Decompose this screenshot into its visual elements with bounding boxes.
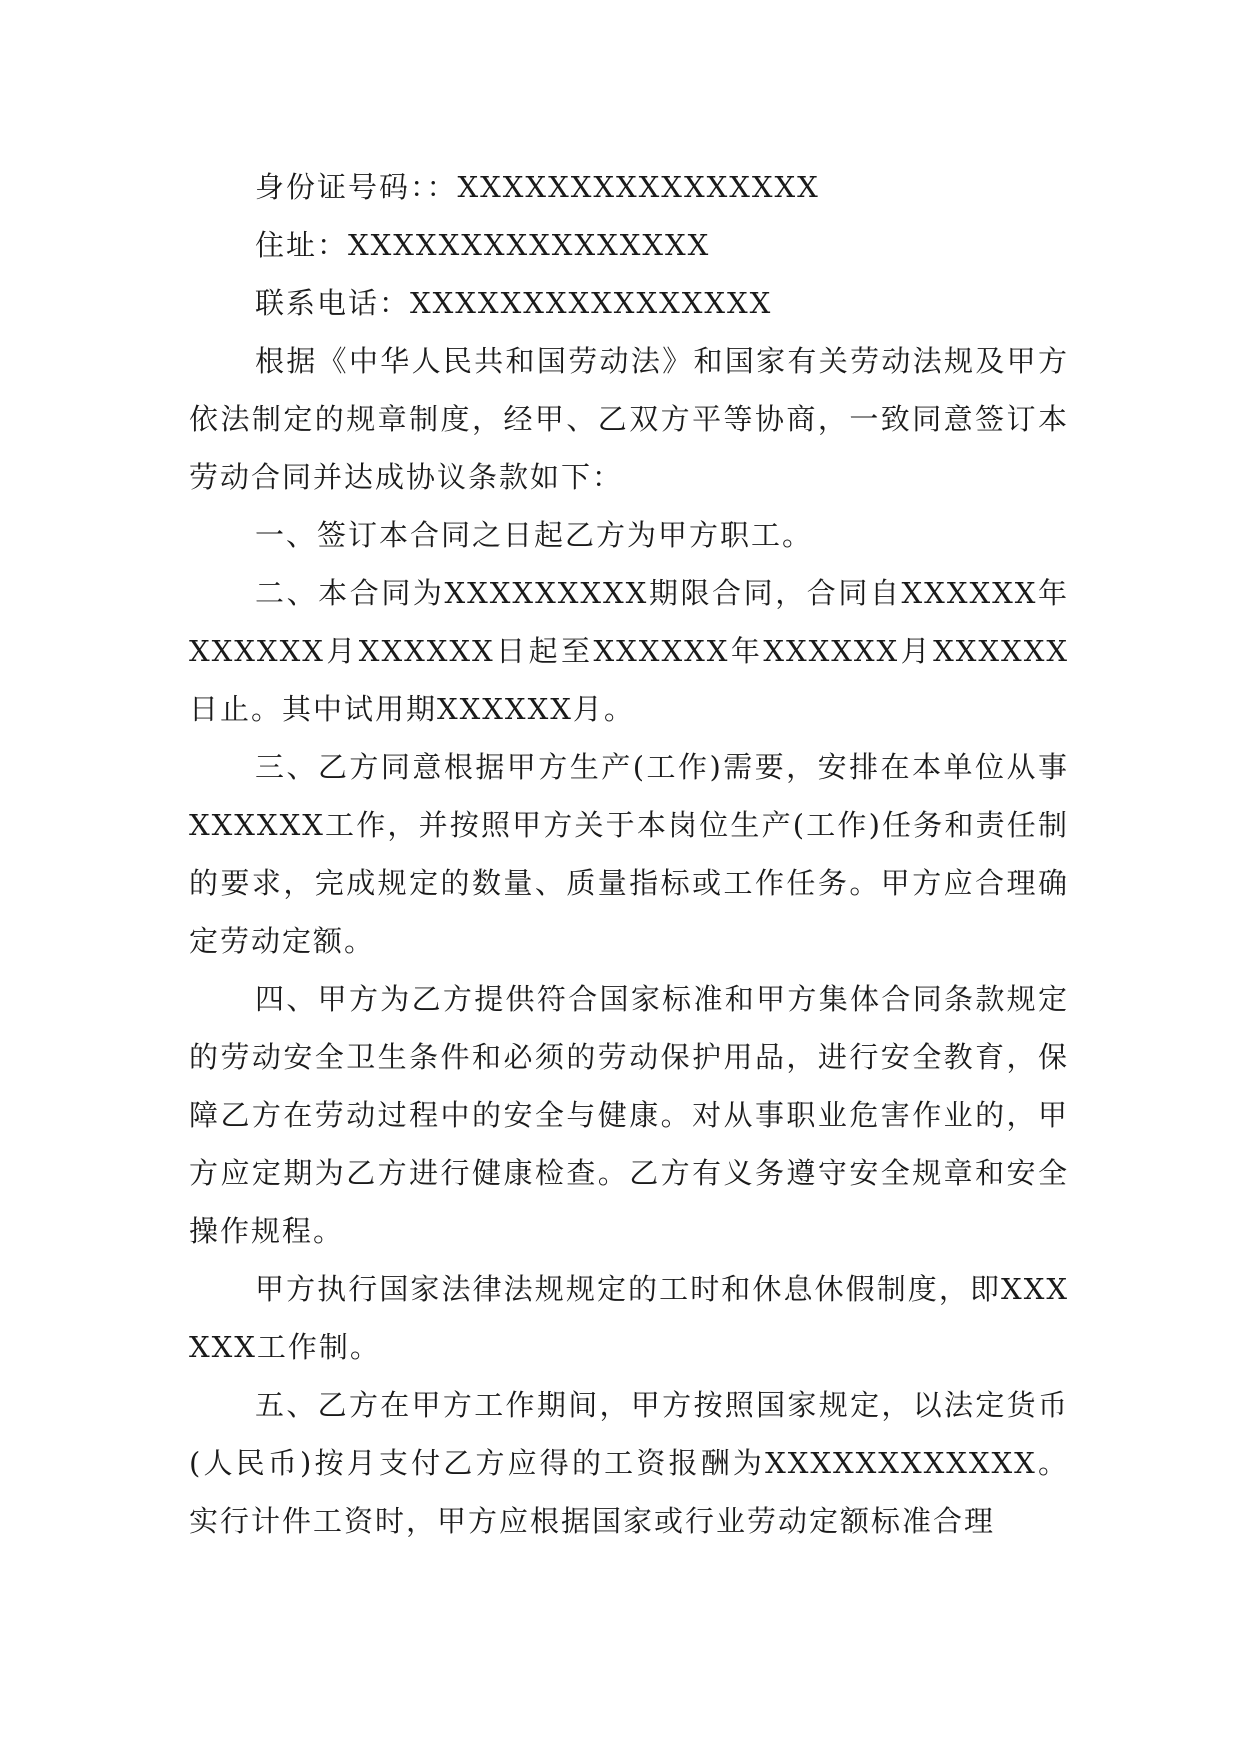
id-number-line: 身份证号码：：XXXXXXXXXXXXXXXX	[255, 170, 820, 204]
paragraph-working-hours: 甲方执行国家法律法规规定的工时和休息休假制度，即XXXXXX工作制。	[189, 1272, 1069, 1364]
contract-body	[189, 158, 1069, 1550]
paragraph-clause-5: 五、乙方在甲方工作期间，甲方按照国家规定，以法定货币(人民币)按月支付乙方应得的工资报酬为XXXXXXXXXXXX。实行计件工资时，甲方应根据国家或行业劳动定额标准合理	[189, 1388, 1069, 1538]
paragraph-clause-3: 三、乙方同意根据甲方生产(工作)需要，安排在本单位从事XXXXXX工作，并按照甲方关于本岗位生产(工作)任务和责任制的要求，完成规定的数量、质量指标或工作任务。甲方应合理确定劳动定额。	[189, 750, 1069, 958]
paragraph-preamble: 根据《中华人民共和国劳动法》和国家有关劳动法规及甲方依法制定的规章制度，经甲、乙双方平等协商，一致同意签订本劳动合同并达成协议条款如下：	[189, 344, 1069, 494]
paragraph-clause-4: 四、甲方为乙方提供符合国家标准和甲方集体合同条款规定的劳动安全卫生条件和必须的劳动保护用品，进行安全教育，保障乙方在劳动过程中的安全与健康。对从事职业危害作业的，甲方应定期为乙方进行健康检查。乙方有义务遵守安全规章和安全操作规程。	[189, 982, 1069, 1248]
paragraph-clause-1: 一、签订本合同之日起乙方为甲方职工。	[255, 518, 814, 552]
phone-line: 联系电话：XXXXXXXXXXXXXXXX	[255, 286, 773, 320]
address-line: 住址：XXXXXXXXXXXXXXXX	[255, 228, 711, 262]
paragraph-clause-2: 二、本合同为XXXXXXXXX期限合同，合同自XXXXXX年XXXXXX月XXXXXX日起至XXXXXX年XXXXXX月XXXXXX日止。其中试用期XXXXXX月。	[189, 576, 1069, 726]
